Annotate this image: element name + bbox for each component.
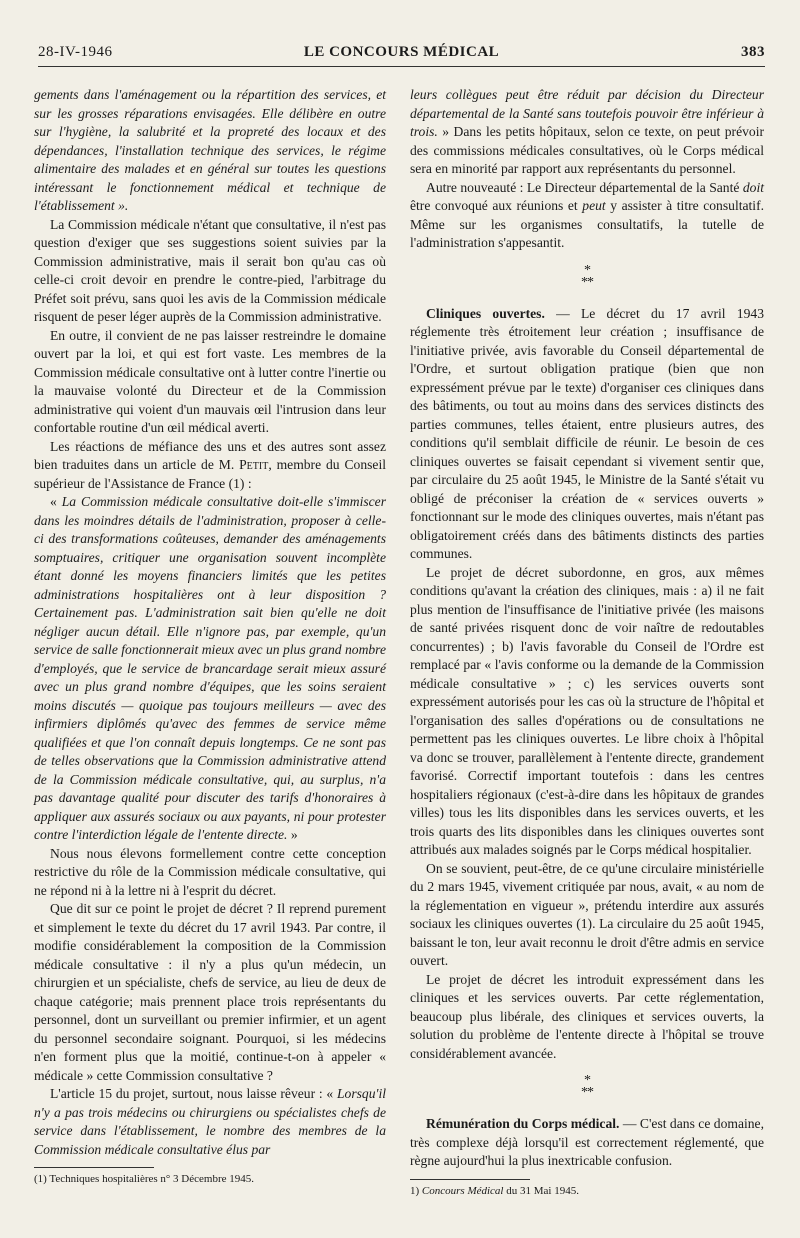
- footnote: 1) Concours Médical du 31 Mai 1945.: [410, 1184, 579, 1197]
- paragraph: On se souvient, peut-être, de ce qu'une circulaire ministérielle du 2 mars 1945, vivement critiquée par nous, avait, « au nom de la réglementation en vigueur », prétendu interdire aux assurés sociaux les cliniques ouvertes (1). La circulaire du 25 août 1945, baissant le ton, leur avait reconnu le droit d'être admis en service ouvert.: [410, 860, 764, 968]
- paragraph: gements dans l'aménagement ou la répartition des services, et sur les grosses réparations envisagées. Elle délibère en outre sur l'hygiène, la salubrité et la propreté des locaux et des dépendances, l'installation technique des services, le régime alimentaire des malades et en général sur toutes les questions intéressant le fonctionnement médical et technique de l'établissement ».: [34, 87, 386, 213]
- paragraph: Les réactions de méfiance des uns et des autres sont assez bien traduites dans un article de M. Petit, membre du Conseil supérieur de l'Assistance de France (1) :: [34, 438, 386, 491]
- section-heading: Cliniques ouvertes.: [426, 305, 545, 321]
- author-name: Petit: [239, 457, 269, 472]
- paragraph: En outre, il convient de ne pas laisser restreindre le domaine ouvert par la loi, et qui est fort vaste. Les membres de la Commission médicale consultative ont à lutter contre l'inertie ou la mauvaise volonté du Directeur et de la Commission administrative qui voient d'un mauvais œil l'intrusion dans leur confortable routine d'un œil médical averti.: [34, 327, 386, 435]
- section-separator: * **: [581, 1073, 593, 1100]
- footnote: (1) Techniques hospitalières n° 3 Décembre 1945.: [34, 1173, 254, 1185]
- footnote-rule: [34, 1167, 154, 1168]
- footnote-rule: [410, 1179, 530, 1180]
- right-column: [410, 86, 764, 1198]
- paragraph: Le projet de décret les introduit expressément dans les cliniques et les services ouverts. Par cette réglementation, beaucoup plus libérale, des cliniques et services ouverts, la solution du problème de l'entente directe à l'hôpital se trouve considérablement avancée.: [410, 971, 764, 1061]
- left-column: [34, 86, 386, 1186]
- header-date: 28-IV-1946: [38, 44, 113, 60]
- section-remuneration: Rémunération du Corps médical. — C'est dans ce domaine, très complexe déjà lorsqu'il est correctement réglementé, que règne aujourd'hui la plus inextricable confusion.: [410, 1116, 764, 1168]
- paragraph: leurs collègues peut être réduit par décision du Directeur départemental de la Santé sans toutefois pouvoir être inférieur à trois. » Dans les petits hôpitaux, selon ce texte, on peut prévoir des commissions médicales consultatives, où le Corps médical sera en minorité par rapport aux représentants du personnel.: [410, 87, 764, 176]
- section-heading: Rémunération du Corps médical.: [426, 1116, 620, 1131]
- paragraph: La Commission médicale n'étant que consultative, il n'est pas question d'exiger que ses suggestions soient suivies par la Commission administrative, mais il serait bon qu'au cas où celle-ci croit devoir en prendre le contre-pied, l'arbitrage du Préfet soit prévu, sans quoi les avis de la Commission médicale risquent de peser léger auprès de la Commission administrative.: [34, 216, 386, 324]
- paragraph: Que dit sur ce point le projet de décret ? Il reprend purement et simplement le texte du décret du 17 avril 1943. Par contre, il modifie considérablement la composition de la Commission médicale consultative : il n'y a plus qu'un médecin, un chirurgien et un spécialiste, chefs de service, au lieu de deux de chaque catégorie; mais prennent place trois représentants du personnel, dont un surveillant ou premier infirmier, et un agent du personnel secondaire soignant. Pourquoi, si les médecins n'en forment plus que la moitié, continue-t-on à appeler « médicale » cette Commission consultative ?: [34, 901, 386, 1083]
- paragraph: L'article 15 du projet, surtout, nous laisse rêveur : « Lorsqu'il n'y a pas trois médecins ou chirurgiens ou spécialistes chefs de service dans l'établissement, le nombre des membres de la Commission médicale consultative élus par: [34, 1086, 386, 1157]
- paragraph: Le projet de décret subordonne, en gros, aux mêmes conditions qu'avant la création des cliniques, mais : a) il ne fait plus mention de l'insuffisance de l'initiative privée (les maisons de santé privées risquent donc de voir naître de redoutables concurrentes) ; b) l'avis favorable du Conseil de l'Ordre est remplacé par « l'avis conforme ou la demande de la Commission médicale consultative » ; c) les services ouverts sont expressément autorisés pour les cas où la structure de l'hôpital et l'organisation des salles d'opérations ou de consultations ne permettent pas les cliniques ouvertes. Le libre choix à l'hôpital va donc se trouver, parallèlement à l'entente directe, grandement favorisé. Correctif important toutefois : dans les centres hospitaliers régionaux (c'est-à-dire dans les hôpitaux de grandes villes) tous les lits disponibles dans les services ouverts, et les trois quarts des lits disponibles dans les cliniques ouvertes sont attribués aux malades soignés par le Corps médical hospitalier.: [410, 564, 764, 857]
- section-separator: * **: [581, 262, 593, 290]
- paragraph: Autre nouveauté : Le Directeur départemental de la Santé doit être convoqué aux réunions et peut y assister à titre consultatif. Même sur les organismes consultatifs, la tutelle de l'administration s'appesantit.: [410, 179, 765, 250]
- header-rule: [38, 66, 765, 67]
- page-header: [38, 44, 765, 66]
- quotation: « La Commission médicale consultative doit-elle s'immiscer dans les moindres détails de l'administration, proposer à celle-ci des transformations coûteuses, demander des aménagements somptuaires, critiquer une organisation souvent incomplète étant donné les moyens financiers limités que les petites administrations hospitalières ont à leur disposition ? Certainement pas. L'administration sait bien qu'elle ne doit négliger aucun détail. Elle n'ignore pas, par exemple, qu'un service de salle fonctionnerait mieux avec un plus grand nombre d'employés, que le service de brancardage serait mieux assuré avec un plus grand nombre d'équipes, que les soins seraient moins discutés — quoique pas toujours meilleurs — avec des infirmiers diplômés qu'avec des femmes de service même qualifiées et que l'on connaît depuis longtemps. Ce ne sont pas de telles observations que la Commission administrative attend de la Commission médicale consultative, qui, au surplus, n'a pas davantage qualité pour discuter des tarifs d'honoraires à appliquer aux assurés sociaux ou aux payants, ni pour protester contre l'interdiction légale de l'entente directe. »: [34, 494, 386, 842]
- header-journal-title: LE CONCOURS MÉDICAL: [303, 44, 500, 60]
- paragraph: Nous nous élevons formellement contre cette conception restrictive du rôle de la Commission médicale consultative, qui ne répond ni à la lettre ni à l'esprit du décret.: [34, 845, 386, 898]
- section-cliniques-ouvertes: Cliniques ouvertes. — Le décret du 17 avril 1943 réglemente très étroitement leur création ; insuffisance de l'initiative privée, avis favorable du Conseil départemental de l'Ordre, et surtout obligation pratique (bien que non expressément prévue par le texte) d'organiser ces cliniques dans des bâtiments, ou tout au moins dans des services distincts des parties communes, telles étaient, entre plusieurs autres, des conditions qu'il semblait difficile de réunir. Le besoin de ces cliniques ouvertes se faisait cependant si vivement sentir que, par circulaire du 25 août 1945, le Ministre de la Santé s'était vu obligé de préconiser la création de « services ouverts » fonctionnant sur le mode des cliniques ouvertes, mais n'étant pas obligatoirement créés dans des bâtiments distincts des parties communes.: [410, 305, 764, 561]
- header-page-number: 383: [741, 44, 765, 60]
